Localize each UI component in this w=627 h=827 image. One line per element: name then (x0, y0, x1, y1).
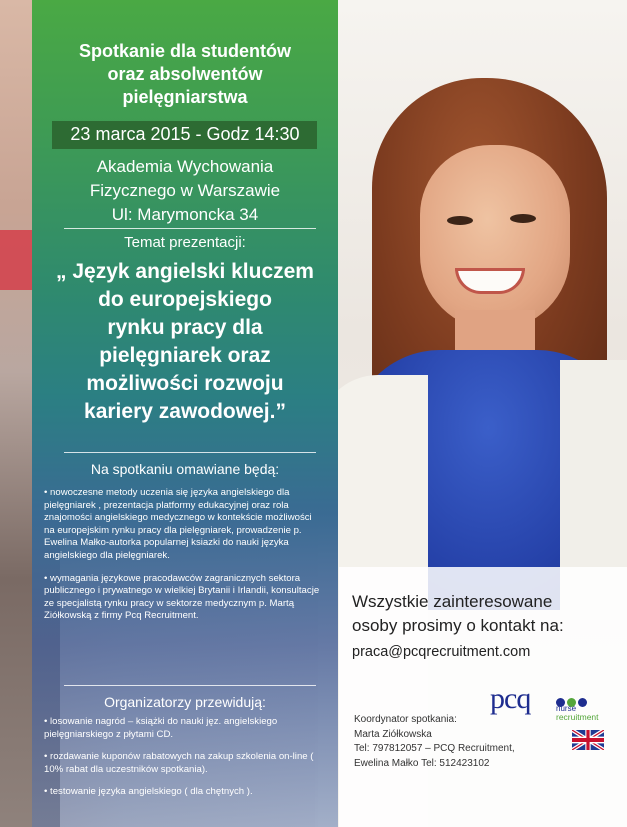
woman-eye-left (447, 216, 473, 225)
coordinator-line: Marta Ziółkowska (354, 728, 432, 740)
location-line: Fizycznego w Warszawie (89, 181, 281, 200)
event-location (32, 155, 338, 227)
uk-flag-graphic (572, 730, 604, 750)
logo-line1: nurse (556, 704, 577, 713)
organizers-list (44, 716, 324, 809)
coordinator-line: Koordynator spotkania: (354, 714, 457, 725)
coordinator-line: Tel: 797812057 – PCQ Recruitment, (354, 743, 515, 754)
divider (64, 452, 316, 453)
list-item: • testowanie języka angielskiego ( dla chętnych ). (44, 786, 253, 798)
uk-flag-icon (572, 730, 604, 750)
woman-face (420, 145, 570, 330)
location-line: Akademia Wychowania (96, 157, 274, 176)
topic-line: pielęgniarek oraz (99, 344, 271, 367)
contact-heading (352, 590, 617, 638)
contact-email: praca@pcqrecruitment.com (352, 644, 531, 660)
coordinator-info (354, 713, 534, 771)
agenda-list (44, 487, 324, 633)
contact-heading-line: osoby prosimy o kontakt na: (352, 616, 564, 635)
topic-line: rynku pracy dla (107, 316, 263, 339)
divider (64, 228, 316, 229)
contact-heading-line: Wszystkie zainteresowane (352, 592, 553, 611)
logo-line2: recruitment (556, 712, 599, 722)
topic-line: „ Język angielski kluczem (56, 260, 314, 283)
coordinator-line: Ewelina Małko Tel: 512423102 (354, 757, 490, 769)
event-date: 23 marca 2015 - Godz 14:30 (70, 124, 300, 144)
list-item: • wymagania językowe pracodawców zagranicznych sektora publicznego i prywatnego w wielkiej Brytanii i Irlandii, konsultacje ze specjalistą rynku pracy w sektorze medycznym p. Martą Ziółkowską z firmy Pcq Recruitment. (44, 572, 320, 622)
event-title (32, 40, 338, 109)
list-item: • losowanie nagród – książki do nauki jęz. angielskiego pielęgniarskiego z płytami CD. (44, 716, 278, 740)
logo-dot (578, 698, 587, 707)
woman-eye-right (510, 214, 536, 223)
list-item: • nowoczesne metody uczenia się języka angielskiego dla pielęgniarek , prezentacja platformy edukacyjnej oraz rola znajomości angielskiego medycznego w kontekście możliwości na europejskim rynku pracy dla pielęgniarek, prowadzenie p. Ewelina Małko-autorka popularnej ksiazki do nauki języka angielskiego dla pielęgniarek. (44, 487, 312, 561)
organizers-label: Organizatorzy przewidują: (104, 694, 266, 710)
topic-line: możliwości rozwoju (86, 372, 284, 395)
divider (64, 685, 316, 686)
topic-title (32, 258, 338, 426)
event-title-line: oraz absolwentów (107, 64, 263, 84)
event-title-line: pielęgniarstwa (122, 87, 248, 107)
topic-label: Temat prezentacji: (124, 234, 246, 251)
list-item: • rozdawanie kuponów rabatowych na zakup szkolenia on-line ( 10% rabat dla uczestników spotkania). (44, 751, 314, 775)
topic-line: do europejskiego (98, 288, 272, 311)
location-line: Ul: Marymoncka 34 (111, 205, 259, 224)
logo-brand: pcq (490, 682, 531, 715)
topic-line: kariery zawodowej.” (84, 400, 286, 423)
event-title-line: Spotkanie dla studentów (78, 41, 292, 61)
agenda-label: Na spotkaniu omawiane będą: (90, 461, 280, 477)
